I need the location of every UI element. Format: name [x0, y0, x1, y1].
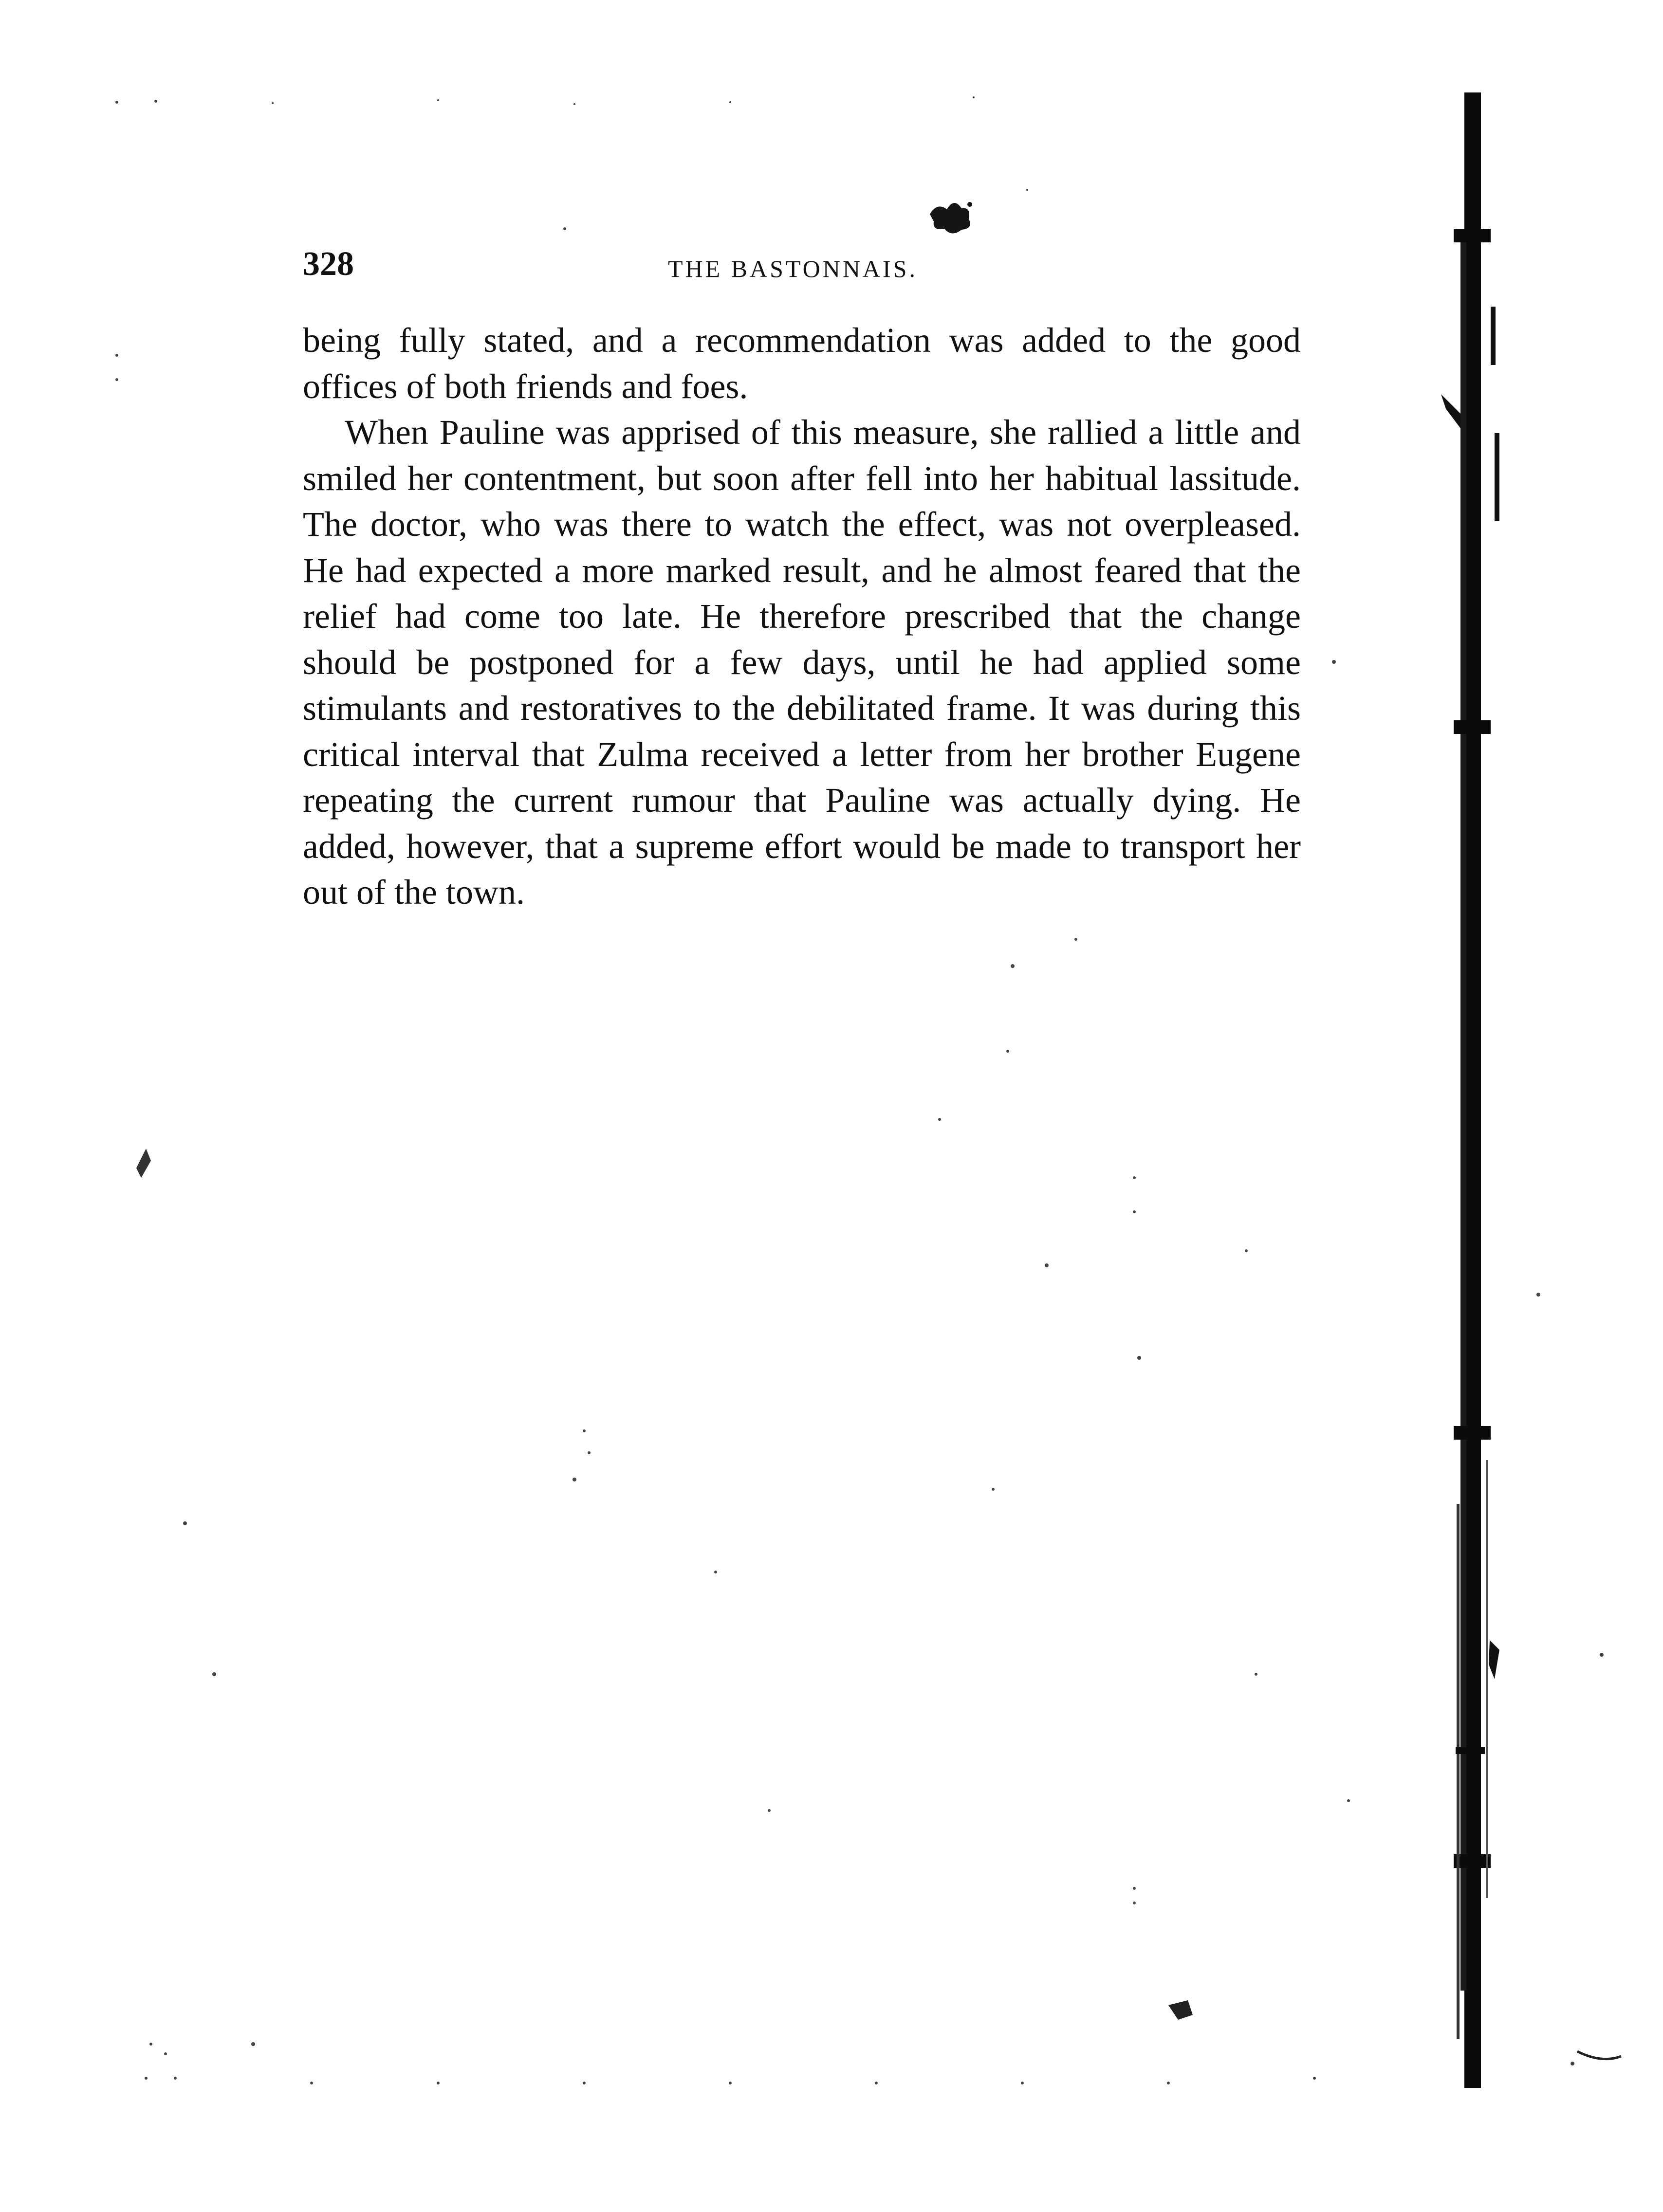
- page-binding-edge: [1431, 92, 1504, 2088]
- paragraph-continuation: being fully stated, and a recommendation was added to the good offices of both friends and foes.: [303, 321, 1301, 406]
- page-number: 328: [303, 245, 354, 283]
- page-header: [303, 242, 1301, 296]
- paragraph-pauline: When Pauline was apprised of this measure, she rallied a little and smiled her contentment, but soon after fell into her habitual lassitude. The doctor, who was there to watch the effect, was not overpleased. He had expected a more marked result, and he almost feared that the relief had come too late. He therefore prescribed that the change should be postponed for a few days, until he had applied some stimulants and restoratives to the debilitated frame. It was during this critical interval that Zulma received a letter from her brother Eugene repeating the current rumour that Pauline was actually dying. He added, however, that a supreme effort would be made to transport her out of the town.: [303, 413, 1301, 912]
- running-title: THE BASTONNAIS.: [668, 255, 918, 282]
- ink-blot-ornament: [925, 195, 979, 238]
- body-text: [303, 317, 1301, 915]
